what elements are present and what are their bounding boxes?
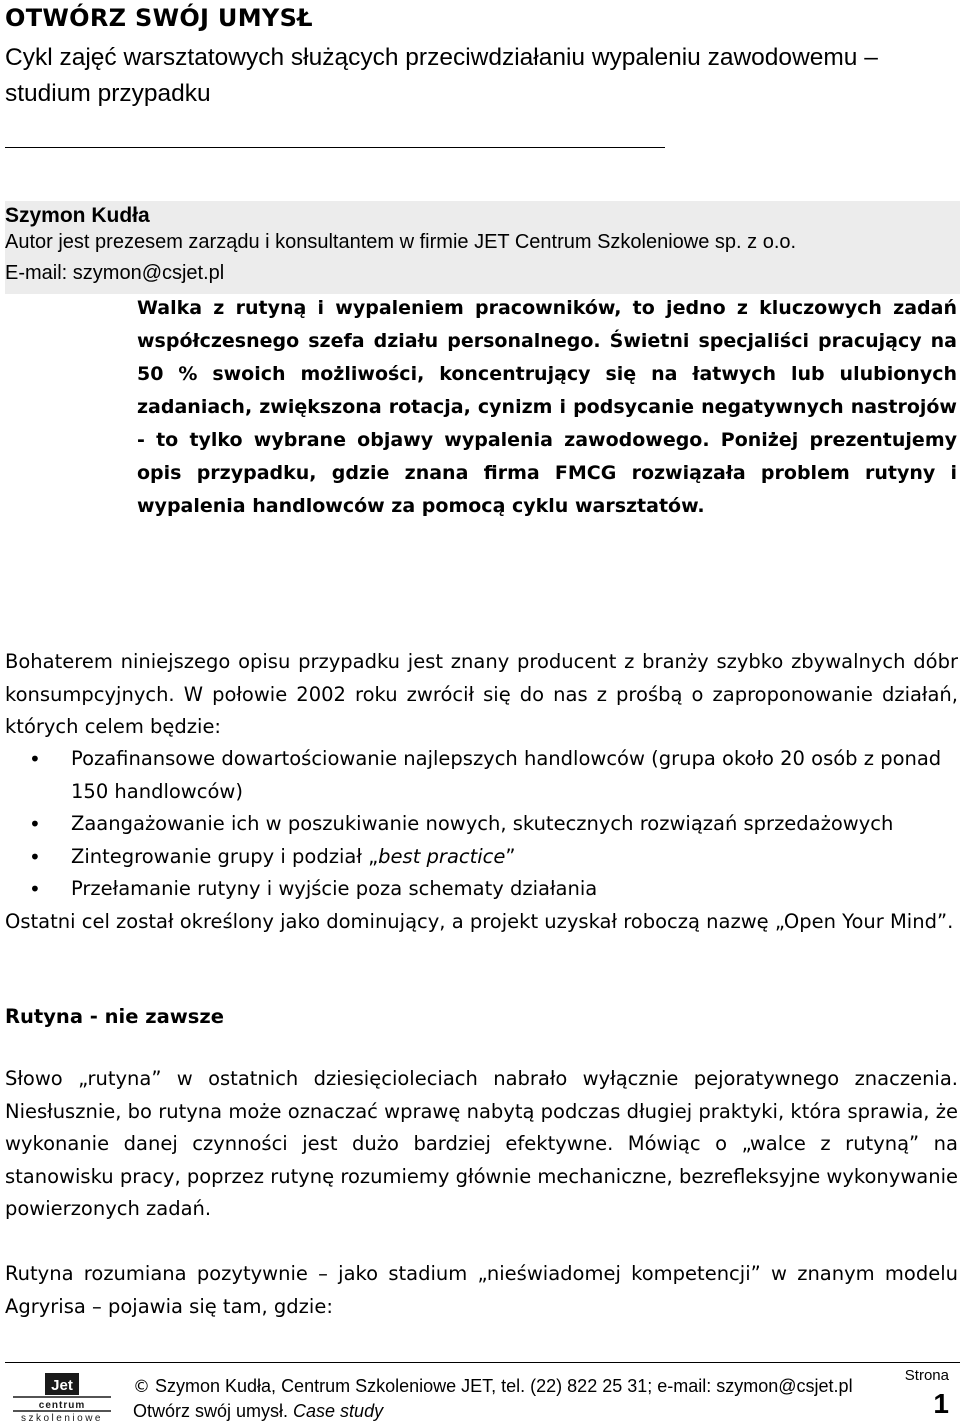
list-item: • Zaangażowanie ich w poszukiwanie nowych, skutecznych rozwiązań sprzedażowych xyxy=(5,808,958,841)
jet-logo xyxy=(9,1371,115,1423)
lead-paragraph: Walka z rutyną i wypaleniem pracowników, to jedno z kluczowych zadań współczesnego szefa działu personalnego. Świetni specjaliści pracujący na 50 % swoich możliwości, koncentrujący się na łatwych lub ulubionych zadaniach, zwiększona rotacja, cynizm i podsycanie negatywnych nastrojów - to tylko wybrane objawy wypalenia zawodowego. Poniżej prezentujemy opis przypadku, gdzie znana firma FMCG rozwiązała problem rutyny i wypalenia handlowców za pomocą cyklu warsztatów. xyxy=(137,297,957,517)
footer-contact-text: Szymon Kudła, Centrum Szkoleniowe JET, tel. (22) 822 25 31; e-mail: szymon@csjet.pl xyxy=(150,1376,853,1396)
footer-doc-subtitle: Case study xyxy=(293,1401,384,1421)
logo-jet-text: Jet xyxy=(51,1377,73,1394)
author-email: E-mail: szymon@csjet.pl xyxy=(5,262,225,284)
document-title: OTWÓRZ SWÓJ UMYSŁ xyxy=(5,4,313,32)
author-name: Szymon Kudła xyxy=(5,204,150,227)
section-paragraph-1: Słowo „rutyna” w ostatnich dziesięcioleciach nabrało wyłącznie pejoratywnego znaczenia. Niesłusznie, bo rutyna może oznaczać wprawę nabytą podczas długiej praktyki, która sprawia, że wykonanie danej czynności jest dużo bardziej efektywne. Mówiąc o „walce z rutyną” na stanowisku pracy, poprzez rutynę rozumiemy głównie mechaniczne, bezrefleksyjne wykonywanie powierzonych zadań. xyxy=(5,1067,958,1220)
page-number: 1 xyxy=(933,1388,949,1419)
footer-doc-title: Otwórz swój umysł. xyxy=(133,1401,294,1421)
goal-3-open-quote: „ xyxy=(368,844,379,868)
list-item: • Pozafinansowe dowartościowanie najlepszych handlowców (grupa około 20 osób z ponad 150 handlowców) xyxy=(5,743,958,808)
section-heading: Rutyna - nie zawsze xyxy=(5,1005,224,1028)
footer-contact xyxy=(133,1374,853,1423)
goal-3-emphasis: best practice xyxy=(378,844,506,868)
logo-centrum-text: centrum xyxy=(38,1400,86,1411)
logo-szkoleniowe-text: szkoleniowe xyxy=(21,1413,103,1423)
goal-3-text: Zintegrowanie grupy i podział xyxy=(71,844,369,868)
footer-divider xyxy=(5,1362,960,1363)
goals-list xyxy=(5,743,958,906)
author-bio: Autor jest prezesem zarządu i konsultantem w firmie JET Centrum Szkoleniowe sp. z o.o. xyxy=(5,231,797,253)
intro-paragraph: Bohaterem niniejszego opisu przypadku jest znany producent z branży szybko zbywalnych dóbr konsumpcyjnych. W połowie 2002 roku zwrócił się do nas z prośbą o zaproponowanie działań, których celem będzie: xyxy=(5,650,958,738)
page-label: Strona xyxy=(904,1367,949,1384)
copyright-icon: © xyxy=(133,1377,150,1397)
conclusion-paragraph: Ostatni cel został określony jako dominujący, a projekt uzyskał roboczą nazwę „Open Your Mind”. xyxy=(5,910,954,933)
title-divider xyxy=(5,147,665,148)
author-box xyxy=(5,201,960,294)
list-item: • Przełamanie rutyny i wyjście poza schematy działania xyxy=(5,873,958,906)
goal-3-close-quote: ” xyxy=(505,844,516,868)
list-item xyxy=(5,841,958,874)
section-paragraph-2: Rutyna rozumiana pozytywnie – jako stadium „nieświadomej kompetencji” w znanym modelu Agryrisa – pojawia się tam, gdzie: xyxy=(5,1262,958,1318)
document-subtitle: Cykl zajęć warsztatowych służących przeciwdziałaniu wypaleniu zawodowemu – studium przypadku xyxy=(5,44,878,107)
